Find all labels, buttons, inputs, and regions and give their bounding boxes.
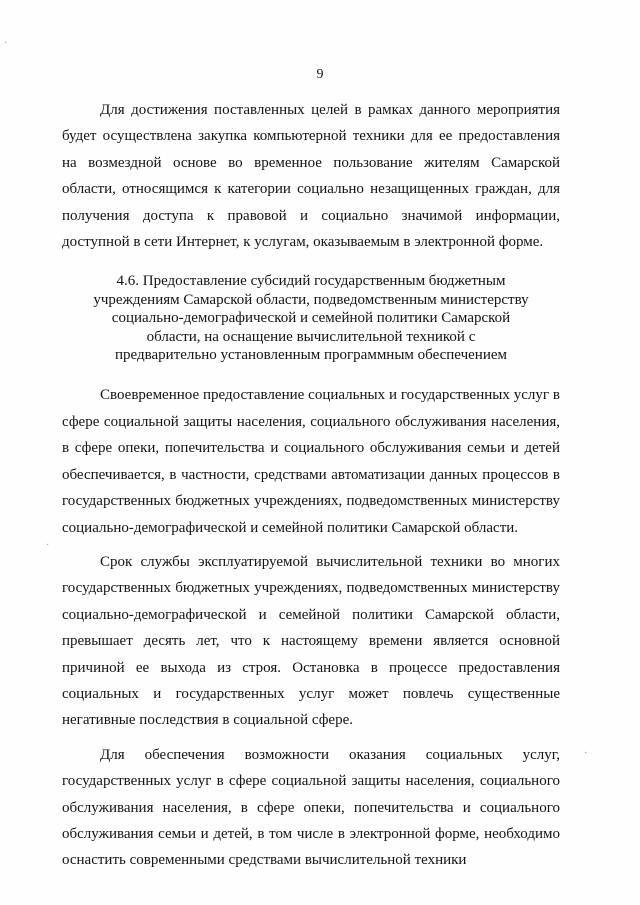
intro-paragraph: Для достижения поставленных целей в рамках данного мероприятия будет осуществлена закупка компьютерной техники для ее предоставления на возмездной основе во временное пользование жителям Самарской области, относящимся к категории социально незащищенных граждан, для получения доступа к правовой и социально значимой информации, доступной в сети Интернет, к услугам, оказываемым в электронной форме. — [62, 102, 560, 251]
scan-artifact: · — [4, 38, 8, 49]
section-heading-line: 4.6. Предоставление субсидий государственным бюджетным — [116, 273, 506, 290]
section-heading-line: предварительно установленным программным обеспечением — [115, 347, 507, 364]
section-heading-line: учреждениям Самарской области, подведомственным министерству — [93, 291, 529, 308]
page-number: 9 — [316, 67, 324, 82]
scan-artifact: · — [46, 540, 50, 551]
body-paragraph: Срок службы эксплуатируемой вычислительной техники во многих государственных бюджетных учреждениях, подведомственных министерству социально-демографической и семейной политики Самарской области, превышает десять лет, что к настоящему времени является основной причиной ее выхода из строя. Остановка в процессе предоставления социальных и государственных услуг может повлечь существенные негативные последствия в социальной сфере. — [62, 553, 560, 729]
section-heading — [62, 272, 560, 364]
section-heading-line: области, на оснащение вычислительной техникой с — [146, 328, 476, 345]
scan-artifact: · — [584, 748, 588, 759]
body-paragraph: Для обеспечения возможности оказания социальных услуг, государственных услуг в сфере социальной защиты населения, социального обслуживания населения, в сфере опеки, попечительства и социального обслуживания семьи и детей, в том числе в электронной форме, необходимо оснастить современными средствами вычислительной техники — [62, 746, 560, 869]
spacer — [62, 255, 560, 272]
body-paragraph: Своевременное предоставление социальных и государственных услуг в сфере социальной защиты населения, социального обслуживания населения, в сфере опеки, попечительства и социального обслуживания семьи и детей обеспечивается, в частности, средствами автоматизации данных процессов в государственных бюджетных учреждениях, подведомственных министерству социально-демографической и семейной политики Самарской области. — [62, 387, 560, 536]
section-heading-line: социально-демографической и семейной политики Самарской — [111, 310, 511, 327]
document-body — [62, 97, 560, 874]
